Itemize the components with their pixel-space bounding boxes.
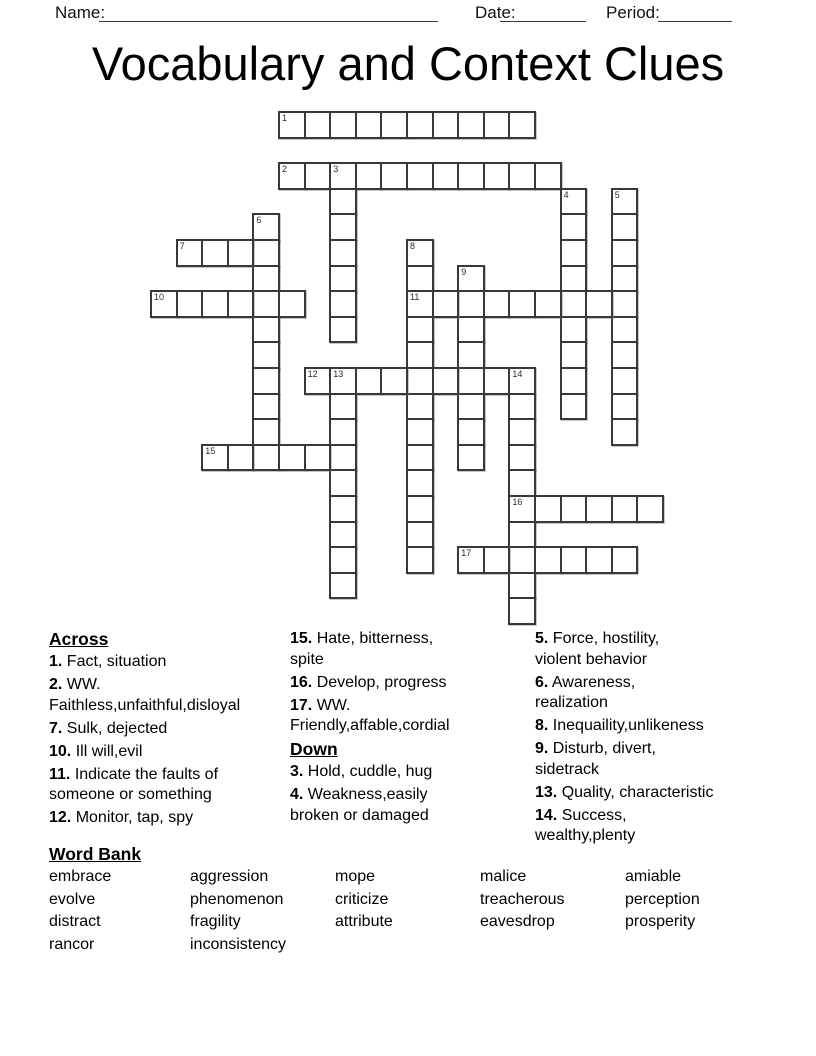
grid-cell[interactable] (611, 265, 639, 293)
clue-number: 12. (49, 809, 72, 826)
grid-cell[interactable] (329, 239, 357, 267)
word-bank-word: prosperity (625, 913, 696, 930)
grid-cell[interactable] (560, 546, 588, 574)
cell-number: 6 (256, 215, 262, 226)
grid-cell[interactable] (508, 418, 536, 446)
clue-number: 14. (535, 806, 558, 824)
grid-cell[interactable] (329, 418, 357, 446)
grid-cell[interactable] (611, 393, 639, 421)
clue-15 (290, 629, 530, 670)
grid-cell[interactable] (201, 239, 229, 267)
grid-cell[interactable] (329, 162, 357, 190)
grid-cell[interactable] (534, 162, 562, 190)
clue-line (290, 629, 530, 650)
clue-text: realization (535, 694, 608, 711)
cell-number: 11 (410, 292, 420, 303)
grid-cell[interactable] (355, 111, 383, 139)
cell-number: 16 (512, 497, 523, 507)
grid-cell[interactable] (560, 290, 588, 318)
clue-text: Ill will,evil (75, 742, 143, 760)
grid-cell[interactable] (406, 290, 434, 318)
grid-cell[interactable] (329, 290, 357, 318)
clue-column-2 (290, 629, 530, 829)
clue-text: WW. (316, 696, 351, 714)
grid-cell[interactable] (585, 290, 613, 318)
grid-cell[interactable] (329, 495, 357, 523)
grid-cell[interactable] (560, 316, 588, 344)
clue-text: Disturb, divert, (552, 740, 656, 757)
clue-text: Awareness, (551, 673, 636, 691)
grid-cell[interactable] (508, 469, 536, 497)
grid-cell[interactable] (457, 444, 485, 472)
clue-text: Develop, progress (316, 673, 447, 691)
clue-16 (290, 673, 530, 694)
grid-cell[interactable] (201, 444, 229, 472)
clue-5 (535, 629, 813, 670)
word-bank-word: malice (480, 868, 527, 885)
clue-text: Monitor, tap, spy (75, 809, 194, 826)
grid-cell[interactable] (560, 341, 588, 369)
grid-cell[interactable] (534, 546, 562, 574)
word-bank-word: eavesdrop (480, 913, 555, 930)
grid-cell[interactable] (176, 290, 204, 318)
word-bank-column-1 (49, 866, 111, 956)
grid-cell[interactable] (457, 111, 485, 139)
clue-line (535, 673, 813, 694)
word-bank-column-2 (190, 866, 286, 956)
word-bank-word: phenomenon (190, 890, 284, 908)
grid-cell[interactable] (611, 213, 639, 241)
clue-line (535, 693, 813, 714)
clue-text: wealthy,plenty (535, 827, 636, 844)
grid-cell[interactable] (483, 367, 511, 395)
clue-number: 2. (49, 676, 63, 693)
cell-number: 9 (461, 266, 467, 277)
word-bank-word: aggression (190, 868, 269, 885)
clue-text: someone or something (49, 786, 212, 803)
clue-text: Force, hostility, (552, 630, 660, 647)
clue-13 (535, 783, 813, 804)
grid-cell[interactable] (252, 393, 280, 421)
grid-cell[interactable] (406, 521, 434, 549)
grid-cell[interactable] (227, 239, 255, 267)
grid-cell[interactable] (150, 290, 178, 318)
grid-cell[interactable] (380, 111, 408, 139)
page-title: Vocabulary and Context Clues (91, 37, 725, 90)
grid-cell[interactable] (534, 495, 562, 523)
grid-cell[interactable] (636, 495, 664, 523)
grid-cell[interactable] (304, 162, 332, 190)
grid-cell[interactable] (406, 546, 434, 574)
grid-cell[interactable] (176, 239, 204, 267)
clue-7 (49, 719, 285, 740)
grid-cell[interactable] (611, 367, 639, 395)
clue-line (290, 696, 530, 717)
clue-line (535, 826, 813, 847)
grid-cell[interactable] (508, 111, 536, 139)
clue-9 (535, 739, 813, 780)
grid-cell[interactable] (534, 290, 562, 318)
grid-cell[interactable] (560, 393, 588, 421)
cell-number: 1 (282, 113, 288, 123)
cell-number: 10 (154, 292, 165, 303)
grid-cell[interactable] (329, 316, 357, 344)
clue-line (290, 673, 530, 694)
grid-cell[interactable] (252, 341, 280, 369)
grid-cell[interactable] (406, 393, 434, 421)
grid-cell[interactable] (329, 572, 357, 600)
cell-number: 5 (614, 189, 620, 200)
grid-cell[interactable] (585, 495, 613, 523)
grid-cell[interactable] (457, 290, 485, 318)
grid-cell[interactable] (457, 162, 485, 190)
grid-cell[interactable] (611, 239, 639, 267)
grid-cell[interactable] (329, 521, 357, 549)
clue-line (49, 696, 285, 717)
grid-cell[interactable] (252, 213, 280, 241)
grid-cell[interactable] (406, 444, 434, 472)
word-bank-word: amiable (625, 868, 682, 885)
grid-cell[interactable] (432, 367, 460, 395)
clue-number: 8. (535, 717, 549, 734)
word-bank-column-3 (335, 866, 393, 934)
grid-cell[interactable] (406, 341, 434, 369)
grid-cell[interactable] (508, 521, 536, 549)
clue-text: Sulk, dejected (66, 719, 168, 737)
grid-cell[interactable] (201, 290, 229, 318)
word-bank-word: perception (625, 890, 700, 908)
grid-cell[interactable] (304, 111, 332, 139)
grid-cell[interactable] (585, 546, 613, 574)
clue-number: 7. (49, 719, 63, 737)
grid-cell[interactable] (508, 572, 536, 600)
clue-line (535, 716, 813, 737)
grid-cell[interactable] (406, 469, 434, 497)
grid-cell[interactable] (329, 111, 357, 139)
clue-line (49, 652, 285, 673)
clue-text: WW. (66, 676, 101, 693)
clue-line (535, 650, 813, 671)
grid-cell[interactable] (227, 444, 255, 472)
grid-cell[interactable] (611, 418, 639, 446)
grid-cell[interactable] (483, 162, 511, 190)
clue-10 (49, 742, 285, 763)
grid-cell[interactable] (457, 418, 485, 446)
cell-number: 17 (461, 548, 472, 559)
grid-cell[interactable] (508, 162, 536, 190)
clue-text: Inequaility,unlikeness (552, 717, 704, 734)
clue-text: Indicate the faults of (74, 765, 219, 783)
cell-number: 13 (333, 369, 344, 379)
grid-cell[interactable] (457, 546, 485, 574)
word-bank-word: attribute (335, 913, 393, 930)
grid-cell[interactable] (278, 162, 306, 190)
grid-cell[interactable] (380, 367, 408, 395)
grid-cell[interactable] (457, 367, 485, 395)
cell-number: 12 (307, 369, 318, 379)
grid-cell[interactable] (406, 111, 434, 139)
date-field-label: Date: (475, 3, 516, 22)
grid-cell[interactable] (483, 111, 511, 139)
clue-text: Quality, characteristic (561, 783, 714, 801)
grid-cell[interactable] (406, 316, 434, 344)
grid-cell[interactable] (355, 162, 383, 190)
clue-number: 17. (290, 696, 313, 714)
grid-cell[interactable] (457, 341, 485, 369)
clue-line (49, 675, 285, 696)
clue-17 (290, 696, 530, 737)
clue-line (290, 785, 530, 806)
clue-14 (535, 806, 813, 847)
cell-number: 4 (563, 189, 569, 200)
clue-text: Hate, bitterness, (316, 630, 434, 647)
grid-cell[interactable] (304, 444, 332, 472)
grid-cell[interactable] (380, 162, 408, 190)
grid-cell[interactable] (278, 290, 306, 318)
word-bank-word: criticize (335, 890, 389, 908)
grid-cell[interactable] (560, 188, 588, 216)
clue-line (290, 650, 530, 671)
grid-cell[interactable] (329, 213, 357, 241)
grid-cell[interactable] (483, 290, 511, 318)
cell-number: 3 (333, 164, 339, 175)
clue-line (49, 765, 285, 786)
grid-cell[interactable] (457, 265, 485, 293)
grid-cell[interactable] (329, 469, 357, 497)
across-heading: Across (49, 629, 109, 649)
clue-1 (49, 652, 285, 673)
clue-4 (290, 785, 530, 826)
grid-cell[interactable] (304, 367, 332, 395)
grid-cell[interactable] (252, 239, 280, 267)
grid-cell[interactable] (457, 393, 485, 421)
clue-line (535, 783, 813, 804)
clue-text: spite (290, 650, 324, 668)
clue-line (535, 739, 813, 760)
grid-cell[interactable] (227, 290, 255, 318)
clue-6 (535, 673, 813, 714)
word-bank-word: evolve (49, 890, 96, 908)
grid-cell[interactable] (252, 290, 280, 318)
clue-number: 9. (535, 740, 549, 757)
grid-cell[interactable] (406, 495, 434, 523)
down-heading: Down (290, 739, 338, 759)
grid-cell[interactable] (329, 367, 357, 395)
grid-cell[interactable] (329, 393, 357, 421)
grid-cell[interactable] (329, 188, 357, 216)
clue-text: Friendly,affable,cordial (290, 717, 450, 734)
clue-11 (49, 765, 285, 806)
word-bank-heading: Word Bank (49, 844, 142, 864)
grid-cell[interactable] (508, 367, 536, 395)
clue-8 (535, 716, 813, 737)
clue-number: 5. (535, 630, 549, 647)
word-bank-word: inconsistency (190, 935, 287, 953)
clue-number: 4. (290, 786, 304, 803)
cell-number: 2 (282, 164, 288, 175)
grid-cell[interactable] (432, 111, 460, 139)
name-field-label: Name: (55, 3, 106, 22)
grid-cell[interactable] (252, 418, 280, 446)
clue-text: violent behavior (535, 650, 648, 668)
clue-number: 11. (49, 765, 71, 783)
grid-cell[interactable] (611, 341, 639, 369)
grid-cell[interactable] (508, 444, 536, 472)
period-field-label: Period: (606, 3, 660, 22)
clue-number: 6. (535, 673, 549, 691)
clue-number: 13. (535, 783, 558, 801)
grid-cell[interactable] (355, 367, 383, 395)
clue-2 (49, 675, 285, 716)
grid-cell[interactable] (406, 418, 434, 446)
clue-3 (290, 762, 530, 783)
grid-cell[interactable] (252, 316, 280, 344)
clue-12 (49, 808, 285, 829)
clue-number: 15. (290, 630, 313, 647)
clue-line (290, 716, 530, 737)
grid-cell[interactable] (560, 367, 588, 395)
grid-cell[interactable] (560, 265, 588, 293)
grid-cell[interactable] (406, 367, 434, 395)
clue-number: 10. (49, 742, 72, 760)
clue-text: Weakness,easily (307, 786, 428, 803)
word-bank-column-4 (480, 866, 565, 934)
grid-cell[interactable] (252, 444, 280, 472)
clue-line (49, 808, 285, 829)
clue-line (535, 806, 813, 827)
grid-cell[interactable] (406, 162, 434, 190)
grid-cell[interactable] (329, 265, 357, 293)
clue-text: Hold, cuddle, hug (307, 763, 433, 780)
grid-cell[interactable] (508, 495, 536, 523)
grid-cell[interactable] (560, 213, 588, 241)
word-bank-word: rancor (49, 935, 95, 953)
clue-number: 3. (290, 763, 304, 780)
word-bank-word: treacherous (480, 890, 565, 908)
clue-line (49, 719, 285, 740)
word-bank-word: embrace (49, 868, 112, 885)
grid-cell[interactable] (611, 188, 639, 216)
clue-line (49, 742, 285, 763)
cell-number: 8 (410, 241, 416, 251)
grid-cell[interactable] (432, 162, 460, 190)
grid-cell[interactable] (252, 265, 280, 293)
grid-cell[interactable] (432, 290, 460, 318)
grid-cell[interactable] (560, 495, 588, 523)
clue-number: 1. (49, 653, 63, 670)
grid-cell[interactable] (252, 367, 280, 395)
grid-cell[interactable] (611, 546, 639, 574)
grid-cell[interactable] (329, 546, 357, 574)
clue-column-1 (49, 629, 285, 831)
grid-cell[interactable] (406, 239, 434, 267)
grid-cell[interactable] (560, 239, 588, 267)
clue-number: 16. (290, 673, 313, 691)
grid-cell[interactable] (508, 393, 536, 421)
grid-cell[interactable] (278, 111, 306, 139)
grid-cell[interactable] (508, 597, 536, 625)
clue-text: sidetrack (535, 760, 600, 778)
grid-cell[interactable] (508, 290, 536, 318)
grid-cell[interactable] (278, 444, 306, 472)
clue-line (290, 762, 530, 783)
grid-cell[interactable] (329, 444, 357, 472)
word-bank-word: distract (49, 913, 101, 930)
word-bank-word: mope (335, 868, 376, 885)
clue-column-3 (535, 629, 813, 849)
clue-line (535, 629, 813, 650)
word-bank-column-5 (625, 866, 700, 934)
grid-cell[interactable] (508, 546, 536, 574)
grid-cell[interactable] (406, 265, 434, 293)
clue-text: broken or damaged (290, 806, 429, 824)
word-bank-word: fragility (190, 913, 241, 930)
cell-number: 14 (512, 369, 523, 379)
grid-cell[interactable] (611, 495, 639, 523)
cell-number: 15 (205, 445, 216, 456)
grid-cell[interactable] (457, 316, 485, 344)
clue-line (49, 785, 285, 806)
grid-cell[interactable] (483, 546, 511, 574)
cell-number: 7 (179, 241, 185, 251)
clue-line (290, 806, 530, 827)
clue-text: Faithless,unfaithful,disloyal (49, 696, 241, 714)
clue-line (535, 760, 813, 781)
grid-cell[interactable] (611, 290, 639, 318)
clue-text: Fact, situation (66, 653, 167, 670)
grid-cell[interactable] (611, 316, 639, 344)
clue-text: Success, (561, 806, 627, 824)
